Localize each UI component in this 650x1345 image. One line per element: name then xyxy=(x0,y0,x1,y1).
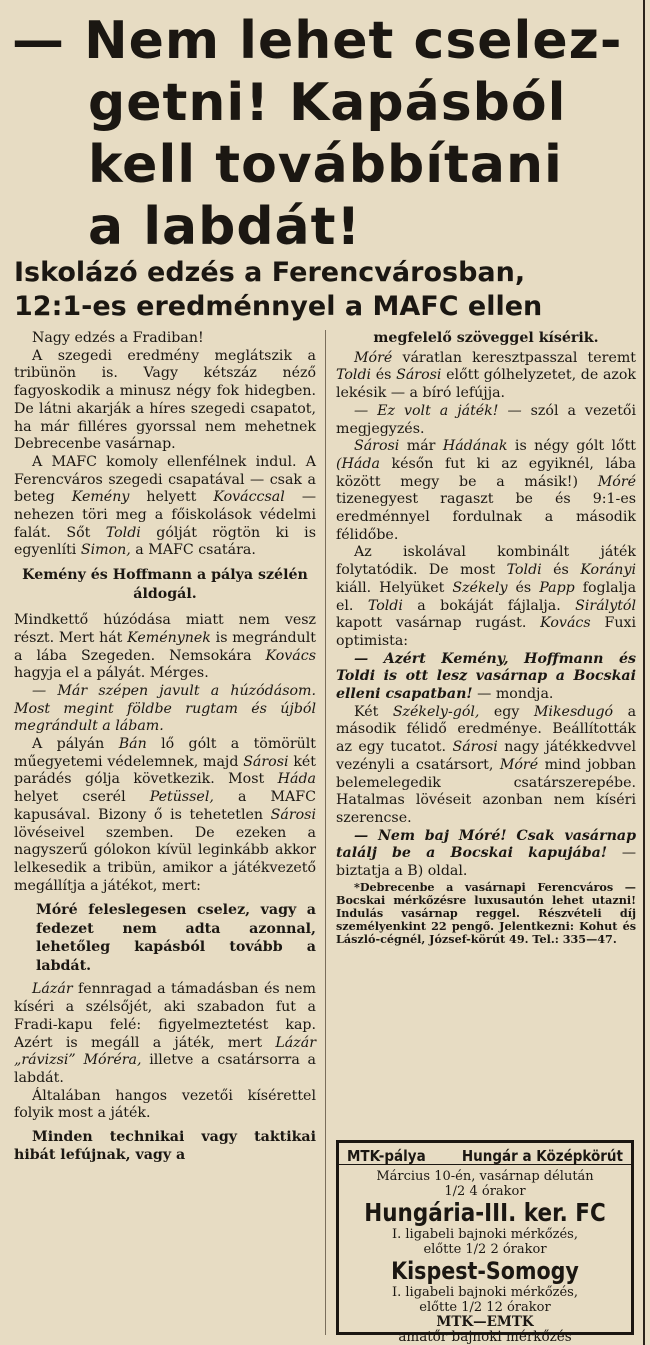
paragraph xyxy=(14,736,316,895)
bold-paragraph: Minden technikai vagy taktikai hibát lefújnak, vagy a xyxy=(14,1129,316,1163)
paragraph xyxy=(336,651,636,704)
name: Keménynek xyxy=(127,629,211,646)
quote-text: — Azért Kemény, Hoffmann és Toldi is ott lesz vasárnap a Bocskai elleni csapatban! xyxy=(336,650,636,703)
text: fennragad a támadásban és nem kíséri a szélsőjét, aki szabadon fut a Fradi-kapu felé: figyelmeztetést kap. Azért is megáll a játék, mert xyxy=(14,981,316,1051)
text: későn fut ki az egyiknél, lába között megy be a másik!) xyxy=(336,455,637,490)
paragraph: Általában hangos vezetői kísérettel folyik most a játék. xyxy=(14,1087,316,1122)
ad-match-type: I. ligabeli bajnoki mérkőzés, xyxy=(391,1285,578,1300)
left-column xyxy=(14,330,316,1164)
ad-second-match: Kispest-Somogy xyxy=(391,1257,579,1285)
text: — biztatja a B) oldal. xyxy=(336,845,637,880)
text: és xyxy=(553,562,569,579)
text: Két xyxy=(354,703,379,720)
name: Lázár „rávizsi” xyxy=(14,1034,316,1069)
text: nagy játékkedvvel vezényli a csatársort, xyxy=(336,739,636,773)
subheadline-line: 12:1-es eredménnyel a MAFC ellen xyxy=(14,291,543,322)
quote-text: — Ez volt a játék! — xyxy=(354,402,522,419)
paragraph xyxy=(14,612,316,683)
paragraph: Nagy edzés a Fradiban! xyxy=(32,330,204,346)
footnote: *Debrecenbe a vasárnapi Ferencváros —Bocskai mérkőzésre luxusautón lehet utazni! Indulás vasárnap reggel. Részvételi díj személyenkint 22 pengő. Jelentkezni: Kohut és László-cégnél, József-körút 49. Tel.: 335—47. xyxy=(336,879,636,946)
text: váratlan keresztpasszal teremt xyxy=(402,349,636,366)
ad-header xyxy=(339,1143,631,1165)
subheadline xyxy=(14,256,640,324)
name: Móré xyxy=(499,756,539,773)
ad-time: előtte 1/2 12 órakor xyxy=(419,1300,551,1315)
headline-line: — Nem lehet cselez- xyxy=(12,11,623,71)
name: Sárosi xyxy=(452,739,498,756)
name: Sirálytól xyxy=(575,597,636,614)
ad-third-match: MTK—EMTK xyxy=(436,1314,534,1330)
bold-quote: Móré feleslegesen cselez, vagy a fedezet nem adta azonnal, lehetőleg kapásból tovább a labdát. xyxy=(36,902,316,974)
quote-paragraph: — Már szépen javult a húzódásom. Most megint földbe rugtam és újból megrándult a lábam. xyxy=(14,682,316,735)
paragraph xyxy=(336,544,636,650)
paragraph xyxy=(336,403,636,438)
text: is megrándult a lába Szegeden. Nemsokára xyxy=(14,629,316,664)
text: két parádés gólja következik. Most xyxy=(14,753,317,788)
text: kapott vasárnap rugást. xyxy=(336,615,527,632)
ad-match-type: amatőr bajnoki mérkőzés xyxy=(398,1329,572,1345)
name: Lázár xyxy=(32,981,73,998)
headline xyxy=(12,10,640,258)
headline-line: getni! Kapásból xyxy=(88,73,567,133)
text: Az iskolával kombinált játék folytatódik. De most xyxy=(336,544,636,579)
paragraph xyxy=(14,454,316,560)
ad-main-match: Hungária-III. ker. FC xyxy=(364,1198,606,1227)
headline-line: a labdát! xyxy=(88,197,362,257)
text: lő gólt a tömörült műegyetemi védelemnek, majd xyxy=(14,736,316,770)
name: Kovács xyxy=(265,647,316,664)
text: A MAFC komoly ellenfélnek indul. A Ferencváros szegedi csapatával — csak a beteg xyxy=(14,453,316,506)
text: kiáll. Helyüket xyxy=(336,579,445,596)
headline-line: kell továbbítani xyxy=(88,135,563,195)
section-subhead: Kemény és Hoffmann a pálya szélén áldogál. xyxy=(22,567,308,603)
name: Sárosi xyxy=(270,806,316,823)
paragraph xyxy=(336,704,636,828)
text: helyett xyxy=(146,489,197,506)
text: mind jobban belemelegedik csatárszerepébe. Hatalmas lövéseit azonban nem kíséri szerencse. xyxy=(336,756,636,826)
text: és xyxy=(375,367,392,384)
name: Toldi xyxy=(367,597,403,614)
name: Petüssel, xyxy=(149,789,214,806)
text: Fuxi optimista: xyxy=(336,615,636,649)
name: Kovács xyxy=(540,615,591,632)
name: Székely xyxy=(452,579,508,596)
text: helyet cserél xyxy=(14,789,126,806)
name: Hádának xyxy=(442,438,508,455)
match-advertisement xyxy=(336,1140,634,1345)
name: Papp xyxy=(539,579,575,596)
name: Kemény xyxy=(71,489,130,506)
continued-line: megfelelő szöveggel kísérik. xyxy=(373,330,599,346)
name: Sárosi xyxy=(354,438,400,455)
ad-date: Március 10-én, vasárnap délután xyxy=(376,1169,594,1184)
paragraph xyxy=(336,438,636,544)
ad-time: előtte 1/2 2 órakor xyxy=(423,1242,547,1257)
text: hagyja el a pályát. Mérges. xyxy=(14,665,209,682)
page-edge-rule xyxy=(643,0,645,1345)
name: Simon, xyxy=(80,542,131,559)
paragraph xyxy=(336,828,636,881)
name: Korányi xyxy=(580,562,637,579)
ad-location: Hungár a Középkörút xyxy=(461,1147,623,1165)
ad-venue: MTK-pálya xyxy=(347,1147,426,1165)
name: Toldi xyxy=(506,562,542,579)
text: előtt gólhelyzetet, de azok lekésik — a bíró lefújja. xyxy=(336,367,637,402)
text: a bokáját fájlalja. xyxy=(417,597,561,614)
name: Bán xyxy=(118,736,147,753)
name: Sárosi xyxy=(243,753,289,770)
name: Toldi xyxy=(105,524,141,541)
text: lövéseivel szemben. De ezeken a nagyszerű gólokon kívül leginkább akkor lelkesedik a tribün, amikor a játékvezető megállítja a játékot, mert: xyxy=(14,824,316,894)
name: Móré xyxy=(354,349,393,366)
quote-text: — Nem baj Móré! Csak vasárnap találj be a Bocskai kapujába! xyxy=(336,827,636,862)
name: Móréra, xyxy=(83,1052,142,1069)
text: szól a vezetői megjegyzés. xyxy=(336,402,636,437)
text: foglalja el. xyxy=(336,579,637,614)
text: — mondja. xyxy=(477,686,554,703)
paragraph: A szegedi eredmény meglátszik a tribünön is. Vagy kétszáz néző fagyoskodik a minusz négy fok hidegben. De látni akarják a híres szegedi csapatot, ha már filléres gyorssal nem mehetnek Debrecenbe vasárnap. xyxy=(14,347,316,453)
paragraph xyxy=(14,981,316,1087)
text: egy xyxy=(493,703,520,720)
subheadline-line: Iskolázó edzés a Ferencvárosban, xyxy=(14,257,526,288)
text: a MAFC kapusával. Bizony ő is tehetetlen xyxy=(14,789,316,823)
ad-match-type: I. ligabeli bajnoki mérkőzés, xyxy=(391,1227,578,1242)
right-column xyxy=(336,330,636,946)
name: Sárosi xyxy=(396,367,442,384)
name: (Háda xyxy=(336,455,380,472)
text: is négy gólt lőtt xyxy=(514,438,637,455)
text: a MAFC csatára. xyxy=(135,542,256,559)
paragraph xyxy=(336,350,636,403)
name: Mikesdugó xyxy=(533,703,614,720)
text: A pályán xyxy=(32,736,105,753)
text: — nehezen töri meg a főiskolások védelmi falát. Sőt xyxy=(14,489,317,541)
name: Kováccsal xyxy=(213,489,285,506)
name: Székely-gól, xyxy=(392,703,480,720)
name: Háda xyxy=(277,771,316,788)
text: illetve a csatársorra a labdát. xyxy=(14,1052,317,1086)
text: Mindkettő húzódása miatt nem vesz részt. Mert hát xyxy=(14,612,316,646)
name: Toldi xyxy=(336,367,372,384)
text: a második félidő eredménye. Beállították az egy tucatot. xyxy=(336,703,637,756)
ad-time: 1/2 4 órakor xyxy=(444,1184,526,1199)
name: Móré xyxy=(597,473,636,490)
text: és xyxy=(515,579,532,596)
text: gólját rögtön ki is egyenlíti xyxy=(14,524,316,559)
text: tizenegyest ragaszt be és 9:1-es eredménnyel fordulnak a második félidőbe. xyxy=(336,491,636,543)
text: már xyxy=(406,438,436,455)
column-divider xyxy=(325,330,326,1335)
